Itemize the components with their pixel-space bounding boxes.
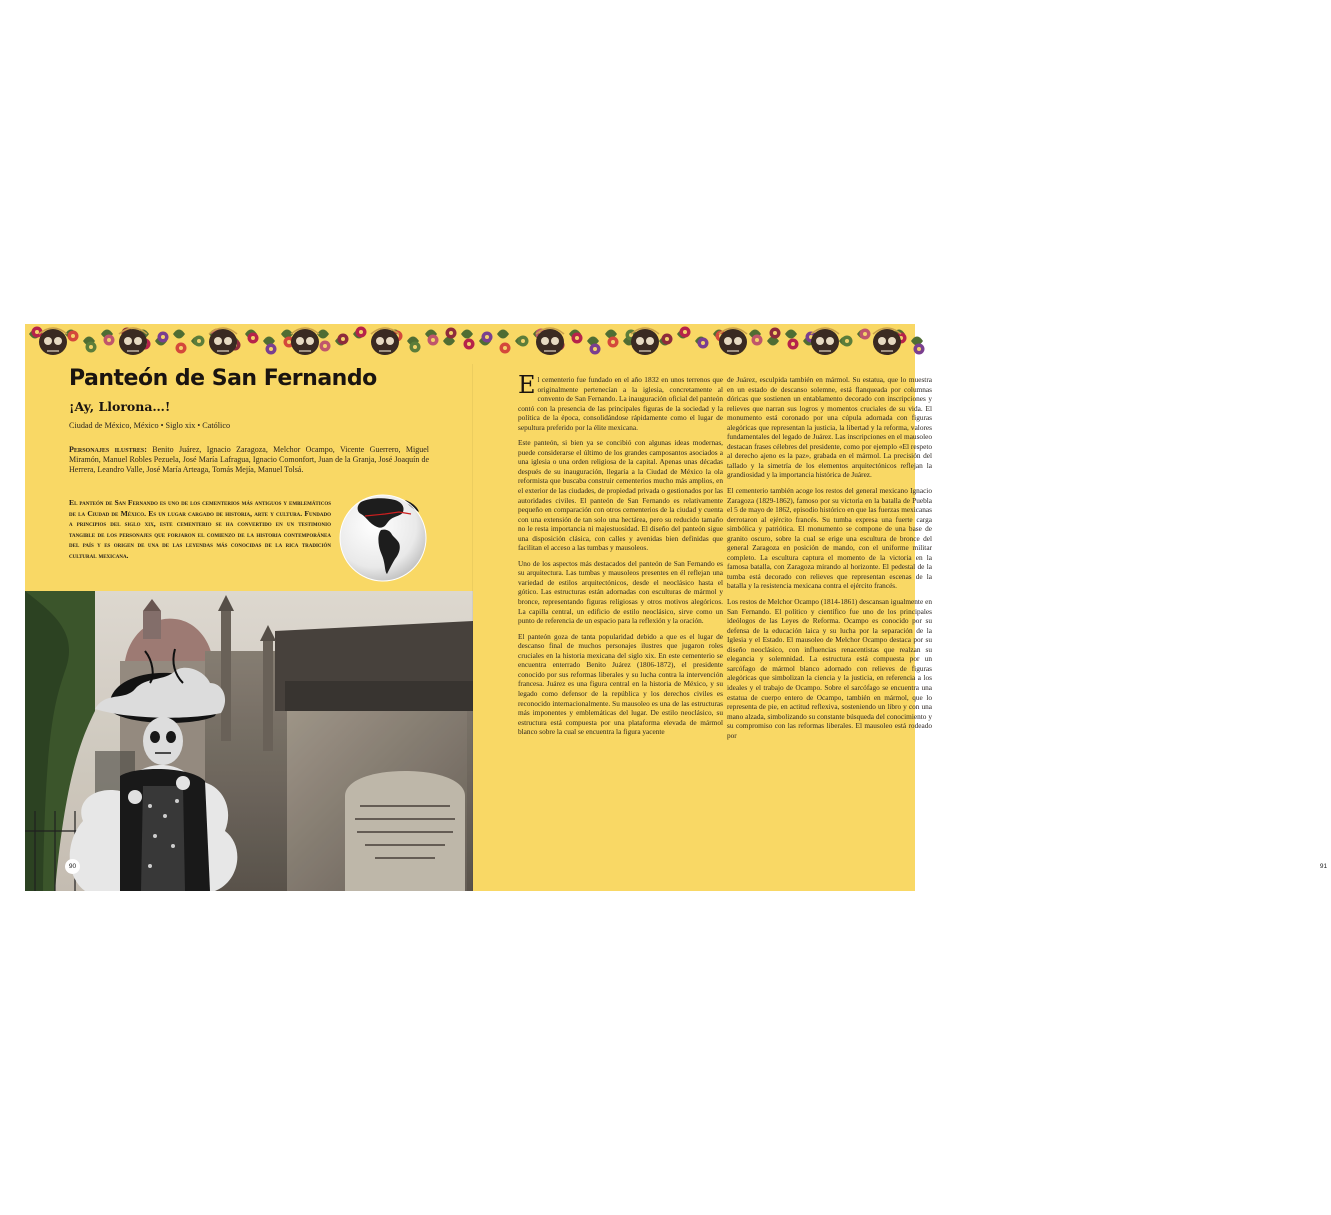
globe-americas-icon	[339, 494, 427, 582]
column-1-paragraph-3: Uno de los aspectos más destacados del panteón de San Fernando es su arquitectura. Las tumbas y mausoleos presentes en él reflejan una variedad de estilos arquitectónicos, desde el neoclásico hasta el gótico. Las estructuras están adornadas con esculturas de mármol y bronce, representando figuras religiosas y otros motivos alegóricos. La capilla central, un edificio de estilo neoclásico, sirve como un punto de referencia de un espacio para la reflexión y la oración.	[518, 558, 723, 626]
page-title: Panteón de San Fernando	[69, 366, 377, 391]
page-number-left: 90	[65, 859, 80, 874]
intro-paragraph: El panteón de San Fernando es uno de los cementerios más antiguos y emblemáticos de la Ciudad de México. Es un lugar cargado de historia, arte y cultura. Fundado a principios del siglo xix, este cementerio se ha convertido en un testimonio tangible de los personajes que forjaron el comienzo de la historia contemporánea del país y es origen de una de las leyendas más conocidas de la rica tradición cultural mexicana.	[69, 498, 331, 560]
notable-people-list: Benito Juárez, Ignacio Zaragoza, Melchor Ocampo, Vicente Guerrero, Miguel Miramón, Manuel Robles Pezuela, José María Lafragua, Ignacio Comonfort, Juan de la Granja, José Joaquín de Herrera, Leandro Valle, José María Arteaga, Tomás Mejía, Manuel Tolsá.	[69, 445, 430, 475]
right-page	[473, 324, 1328, 891]
left-page	[25, 324, 473, 891]
location-meta: Ciudad de México, México • Siglo xix • Católico	[69, 421, 231, 430]
catrina-photo	[25, 591, 473, 891]
page-number-right: 91	[1316, 859, 1331, 874]
column-1-paragraph-2: Este panteón, si bien ya se concibió con algunas ideas modernas, puede considerarse el último de los grandes camposantos asociados a una iglesia o una orden religiosa de la capital. Apenas unas décadas después de su inauguración, llegaría a la Ciudad de México la ola reformista que buscaba construir cementerios mucho más amplios, en el exterior de las ciudades, de propiedad privada o gestionados por las autoridades civiles. El panteón de San Fernando es relativamente pequeño en comparación con otros cementerios de la ciudad y cuenta con una extensión de tan solo una hectárea, pero su reducido tamaño no le resta importancia ni majestuosidad. El diseño del panteón sigue una disposición clásica, con calles y avenidas bien definidas que facilitan el acceso a las tumbas y mausoleos.	[518, 438, 723, 553]
column-2-paragraph-3: Los restos de Melchor Ocampo (1814-1861) descansan igualmente en San Fernando. El político y científico fue uno de los principales ideólogos de las Leyes de Reforma. Ocampo es conocido por su defensa de la educación laica y su lucha por la separación de la Iglesia y el Estado. El mausoleo de Melchor Ocampo destaca por su diseño neoclásico, con influencias renacentistas que realzan su elegancia y solemnidad. La estructura está compuesta por un sarcófago de mármol blanco adornado con relieves de figuras alegóricas que simbolizan la ciencia y la justicia, en referencia a los ideales y el trabajo de Ocampo. Sobre el sarcófago se encuentra una estatua de cuerpo entero de Ocampo, también en mármol, que lo representa de pie, en actitud reflexiva, sosteniendo un libro y con una mano alzada, simbolizando su constante búsqueda del conocimiento y su compromiso con las reformas liberales. El mausoleo está rodeado por	[727, 597, 932, 740]
text-column-1	[518, 371, 723, 865]
notable-people-label: Personajes ilustres:	[69, 445, 147, 454]
column-2-paragraph-2: El cementerio también acoge los restos del general mexicano Ignacio Zaragoza (1829-1862), famoso por su victoria en la batalla de Puebla el 5 de mayo de 1862, episodio histórico en que las fuerzas mexicanas derrotaron al ejército francés. Su tumba expresa una fuerte carga simbólica y patriótica. El monumento se compone de una base de granito oscuro, sobre la cual se erige una escultura de bronce del general Zaragoza en posición de mando, con el uniforme militar completo. La escultura captura el momento de la victoria en la famosa batalla, con Zaragoza mirando al horizonte. El pedestal de la tumba está decorado con relieves que representan escenas de la batalla y la resistencia mexicana contra el ejército francés.	[727, 486, 932, 591]
text-column-2	[727, 375, 932, 865]
page-subtitle: ¡Ay, Llorona…!	[69, 399, 171, 414]
book-spread	[25, 324, 1328, 891]
notable-people	[69, 445, 429, 476]
column-2-paragraph-1: de Juárez, esculpida también en mármol. Su estatua, que lo muestra en un estado de descanso solemne, está flanqueada por columnas dóricas que sostienen un entablamento decorado con inscripciones y relieves que narran sus logros y momentos cruciales de su vida. El monumento está coronado por una cúpula adornada con figuras alegóricas que representan la justicia, la libertad y la reforma, valores fundamentales del legado de Juárez. Las inscripciones en el mausoleo destacan frases célebres del presidente, como por ejemplo «El respeto al derecho ajeno es la paz», grabada en el mármol. La precisión del tallado y la simetría de los elementos arquitectónicos reflejan la grandiosidad y la importancia histórica de Juárez.	[727, 375, 932, 480]
column-1-paragraph-4: El panteón goza de tanta popularidad debido a que es el lugar de descanso final de muchos personajes ilustres que jugaron roles cruciales en la historia mexicana del siglo xix. En este cementerio se encuentra enterrado Benito Juárez (1806-1872), el presidente conocido por sus reformas liberales y su lucha contra la intervención francesa. Juárez es una figura central en la historia de México, y su legado como defensor de la república y los derechos civiles es reconocido internacionalmente. Su mausoleo es una de las estructuras más imponentes y emblemáticas del lugar. De estilo neoclásico, su estructura está compuesta por una plataforma elevada de mármol blanco sobre la cual se encuentra la figura yacente	[518, 631, 723, 737]
drop-cap: E	[518, 371, 536, 399]
column-1-paragraph-1: El cementerio fue fundado en el año 1832 en unos terrenos que originalmente pertenecían a la iglesia, concretamente al convento de San Fernando. La inauguración oficial del panteón contó con la presencia de las principales figuras de la sociedad y la política de la época, consolidándose rápidamente como el lugar de sepultura preferido por la élite mexicana.	[518, 371, 723, 432]
